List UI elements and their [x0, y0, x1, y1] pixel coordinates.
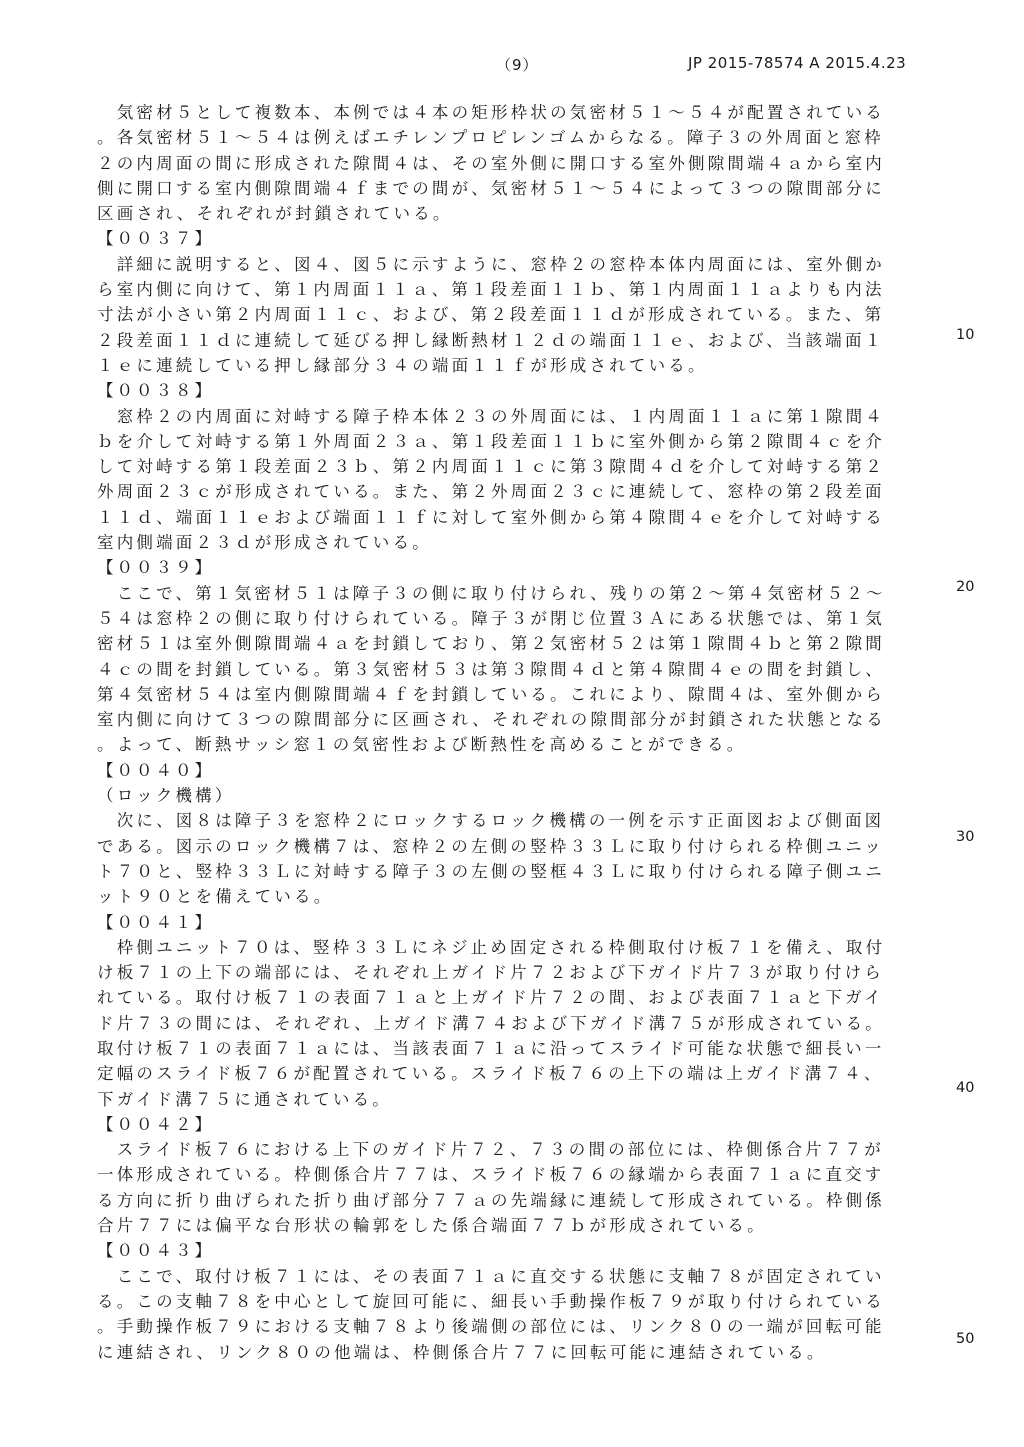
text-line: 定幅のスライド板７６が配置されている。スライド板７６の上下の端は上ガイド溝７４、: [97, 1064, 884, 1084]
text-line: スライド板７６における上下のガイド片７２、７３の間の部位には、枠側係合片７７が: [97, 1140, 885, 1160]
paragraph-number: 【００４１】: [97, 912, 214, 932]
text-line: 外周面２３ｃが形成されている。また、第２外周面２３ｃに連続して、窓枠の第２段差面: [97, 482, 885, 502]
paragraph-number: 【００３８】: [97, 381, 214, 401]
line-number: 10: [956, 327, 975, 343]
text-line: け板７１の上下の端部には、それぞれ上ガイド片７２および下ガイド片７３が取り付けら: [97, 963, 885, 983]
line-number: 40: [956, 1080, 975, 1096]
text-line: 気密材５として複数本、本例では４本の矩形枠状の気密材５１～５４が配置されている: [97, 103, 885, 122]
text-line: る方向に折り曲げられた折り曲げ部分７７ａの先端縁に連続して形成されている。枠側係: [97, 1190, 885, 1210]
text-line: 側に開口する室内側隙間端４ｆまでの間が、気密材５１～５４によって３つの隙間部分に: [97, 178, 885, 198]
text-line: ト７０と、竪枠３３Ｌに対峙する障子３の左側の竪框４３Ｌに取り付けられる障子側ユニ: [97, 861, 885, 881]
text-line: である。図示のロック機構７は、窓枠２の左側の竪枠３３Ｌに取り付けられる枠側ユニッ: [97, 836, 885, 856]
text-line: ５４は窓枠２の側に取り付けられている。障子３が閉じ位置３Ａにある状態では、第１気: [97, 608, 885, 628]
paragraph-number: 【００４３】: [97, 1241, 214, 1261]
text-line: １ｅに連続している押し縁部分３４の端面１１ｆが形成されている。: [97, 355, 708, 375]
line-number: 50: [956, 1331, 975, 1347]
text-line: １１ｄ、端面１１ｅおよび端面１１ｆに対して室外側から第４隙間４ｅを介して対峙する: [97, 507, 885, 527]
text-line: 寸法が小さい第２内周面１１ｃ、および、第２段差面１１ｄが形成されている。また、第: [97, 305, 885, 325]
text-line: 取付け板７１の表面７１ａには、当該表面７１ａに沿ってスライド可能な状態で細長い一: [97, 1038, 885, 1058]
text-line: 下ガイド溝７５に通されている。: [97, 1089, 393, 1109]
text-line: ド片７３の間には、それぞれ、上ガイド溝７４および下ガイド溝７５が形成されている。: [97, 1013, 885, 1033]
paragraph-number: 【００３９】: [97, 558, 214, 578]
text-line: 枠側ユニット７０は、竪枠３３Ｌにネジ止め固定される枠側取付け板７１を備え、取付: [97, 937, 886, 957]
text-line: 合片７７には偏平な台形状の輪郭をした係合端面７７ｂが形成されている。: [97, 1216, 767, 1236]
text-line: ２の内周面の間に形成された隙間４は、その室外側に開口する室外側隙間端４ａから室内: [97, 153, 885, 173]
line-number: 20: [956, 579, 975, 595]
paragraph-number: 【００４０】: [97, 760, 214, 780]
text-line: に連結され、リンク８０の他端は、枠側係合片７７に回転可能に連結されている。: [97, 1342, 827, 1362]
text-line: 次に、図８は障子３を窓枠２にロックするロック機構の一例を示す正面図および側面図: [97, 811, 885, 831]
text-line: 区画され、それぞれが封鎖されている。: [97, 204, 453, 224]
paragraph-number: 【００３７】: [97, 229, 214, 249]
text-line: 第４気密材５４は室内側隙間端４ｆを封鎖している。これにより、隙間４は、室外側から: [97, 684, 885, 704]
text-line: ここで、第１気密材５１は障子３の側に取り付けられ、残りの第２～第４気密材５２～: [97, 583, 886, 603]
text-line: ここで、取付け板７１には、その表面７１ａに直交する状態に支軸７８が固定されてい: [97, 1266, 885, 1286]
text-line: 密材５１は室外側隙間端４ａを封鎖しており、第２気密材５２は第１隙間４ｂと第２隙間: [97, 634, 885, 654]
text-line: 室内側端面２３ｄが形成されている。: [97, 533, 432, 553]
text-line: ｂを介して対峙する第１外周面２３ａ、第１段差面１１ｂに室外側から第２隙間４ｃを介: [97, 431, 885, 451]
text-line: 一体形成されている。枠側係合片７７は、スライド板７６の縁端から表面７１ａに直交す: [97, 1165, 885, 1185]
paragraph-number: 【００４２】: [97, 1114, 214, 1134]
text-line: ら室内側に向けて、第１内周面１１ａ、第１段差面１１ｂ、第１内周面１１ａよりも内法: [97, 280, 885, 300]
text-line: 室内側に向けて３つの隙間部分に区画され、それぞれの隙間部分が封鎖された状態となる: [97, 710, 886, 730]
text-line: 詳細に説明すると、図４、図５に示すように、窓枠２の窓枠本体内周面には、室外側か: [97, 254, 885, 274]
text-line: （ロック機構）: [97, 786, 235, 806]
text-line: 。各気密材５１～５４は例えばエチレンプロピレンゴムからなる。障子３の外周面と窓枠: [97, 128, 884, 148]
publication-id: JP 2015-78574 A 2015.4.23: [688, 54, 907, 72]
document-body: [97, 100, 927, 1365]
text-line: 窓枠２の内周面に対峙する障子枠本体２３の外周面には、１内周面１１ａに第１隙間４: [97, 406, 885, 426]
text-line: 。よって、断熱サッシ窓１の気密性および断熱性を高めることができる。: [97, 735, 747, 755]
text-line: ット９０とを備えている。: [97, 887, 334, 907]
text-line: して対峙する第１段差面２３ｂ、第２内周面１１ｃに第３隙間４ｄを介して対峙する第２: [97, 457, 886, 477]
page-number: （9）: [496, 56, 539, 74]
text-line: 。手動操作板７９における支軸７８より後端側の部位には、リンク８０の一端が回転可能: [97, 1317, 885, 1337]
text-line: ４ｃの間を封鎖している。第３気密材５３は第３隙間４ｄと第４隙間４ｅの間を封鎖し、: [97, 659, 885, 679]
text-line: れている。取付け板７１の表面７１ａと上ガイド片７２の間、および表面７１ａと下ガイ: [97, 988, 885, 1008]
text-line: ２段差面１１ｄに連続して延びる押し縁断熱材１２ｄの端面１１ｅ、および、当該端面１: [97, 330, 885, 350]
text-line: る。この支軸７８を中心として旋回可能に、細長い手動操作板７９が取り付けられている: [97, 1291, 885, 1311]
line-number: 30: [956, 829, 975, 845]
page-header: [0, 54, 1024, 80]
